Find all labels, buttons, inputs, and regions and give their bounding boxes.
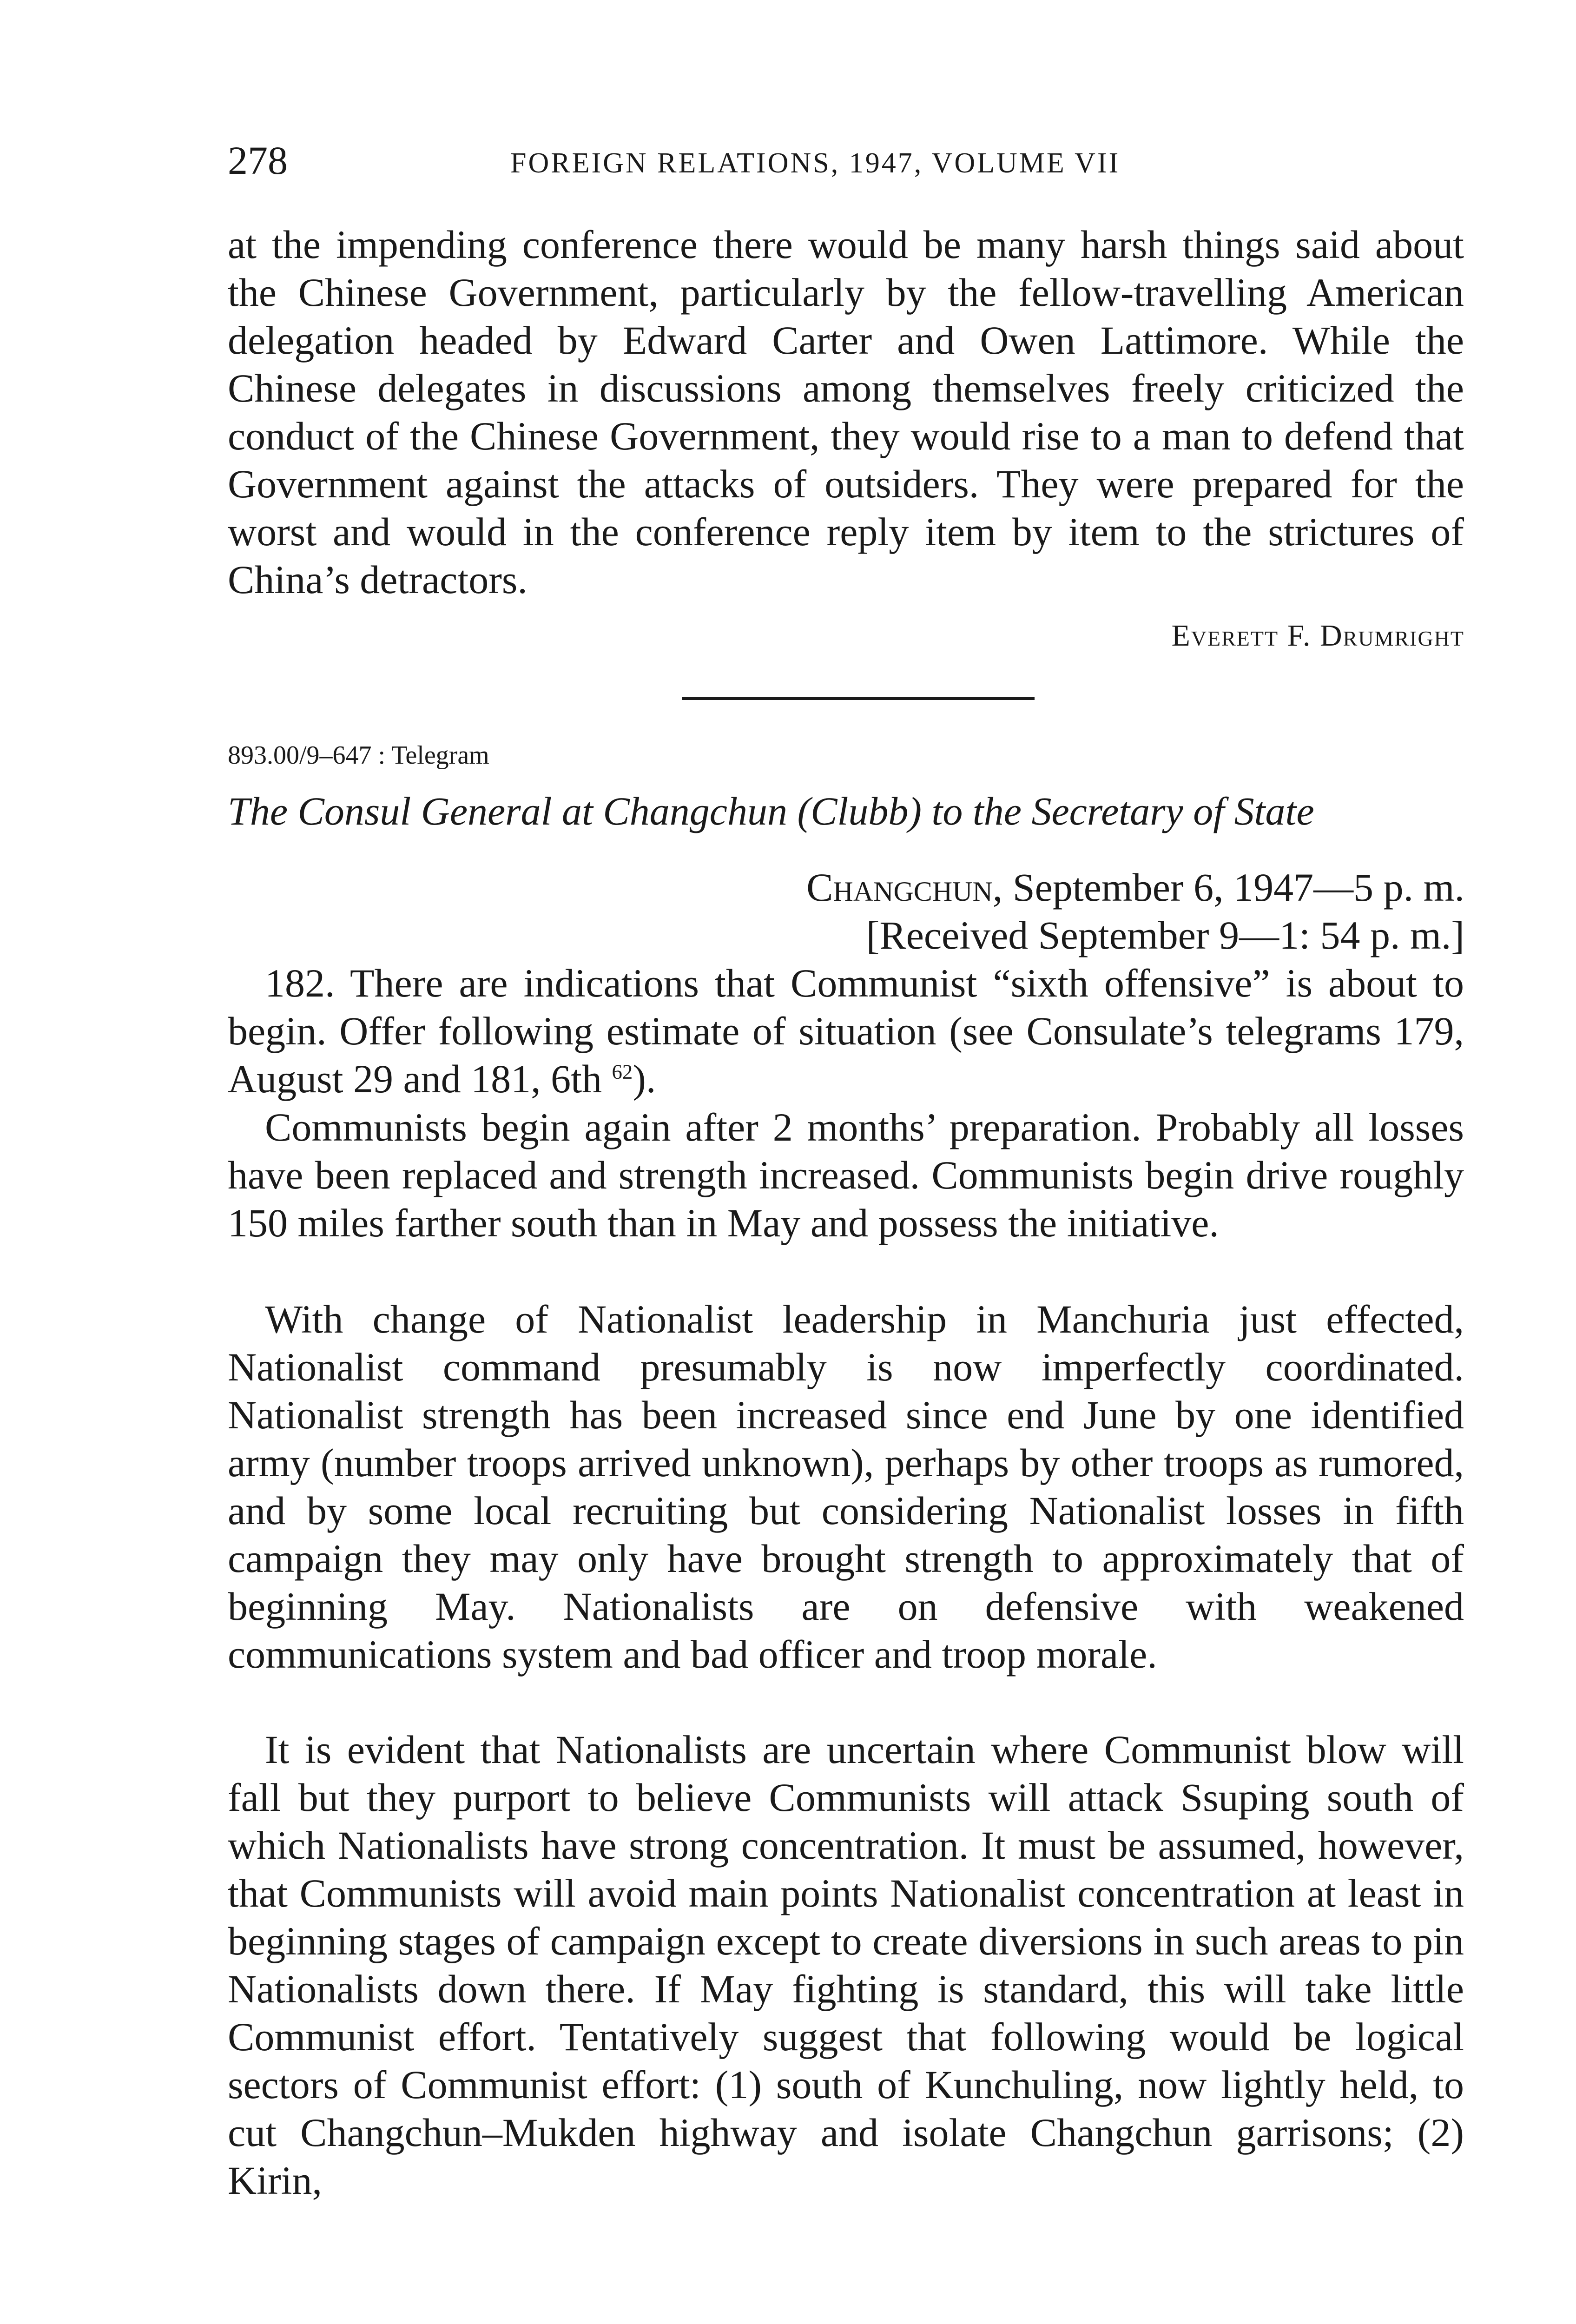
file-number: 893.00/9–647 : Telegram (228, 741, 489, 770)
paragraph-182 (228, 959, 1464, 1103)
running-head: FOREIGN RELATIONS, 1947, VOLUME VII (510, 147, 1121, 179)
dateline (806, 864, 1464, 911)
footnote-reference: 62 (612, 1060, 633, 1083)
paragraph-text-end: ). (633, 1056, 656, 1101)
paragraph-nationalist-leadership: With change of Nationalist leadership in Manchuria just effected, Nationalist command presumably is now imperfectly coordinated. Nationalist strength has been increased since end June by one identified army (number troops arrived unknown), perhaps by other troops as rumored, and by some local recruiting but considering Nationalist losses in fifth campaign they may only have brought strength to approximately that of beginning May. Nationalists are on defensive with weakened communications system and bad officer and troop morale. (228, 1297, 1464, 1677)
paragraph-communists-begin: Communists begin again after 2 months’ preparation. Probably all losses have been replaced and strength increased. Communists begin drive roughly 150 miles farther south than in May and possess the initiative. (228, 1105, 1464, 1245)
document-title: The Consul General at Changchun (Clubb) to the Secretary of State (228, 789, 1314, 833)
received-line: [Received September 9—1: 54 p. m.] (866, 913, 1464, 957)
paragraph-text: 182. There are indications that Communist “sixth offensive” is about to begin. Offer following estimate of situation (see Consulate’s telegrams 179, August 29 and 181, 6th (228, 961, 1464, 1101)
continued-paragraph: at the impending conference there would be many harsh things said about the Chinese Government, particularly by the fellow-travelling American delegation headed by Edward Carter and Owen Lattimore. While the Chinese delegates in discussions among themselves freely criticized the conduct of the Chinese Government, they would rise to a man to defend that Government against the attacks of outsiders. They were prepared for the worst and would in the conference reply item by item to the strictures of China’s detractors. (228, 222, 1464, 602)
paragraph-communist-blow: It is evident that Nationalists are uncertain where Communist blow will fall but they purport to believe Communists will attack Ssuping south of which Nationalists have strong concentration. It must be assumed, however, that Communists will avoid main points Nationalist concentration at least in beginning stages of campaign except to create diversions in such areas to pin Nationalists down there. If May fighting is standard, this will take little Communist effort. Tentatively suggest that following would be logical sectors of Communist effort: (1) south of Kunchuling, now lightly held, to cut Changchun–Mukden highway and isolate Changchun garrisons; (2) Kirin, (228, 1727, 1464, 2203)
page-number: 278 (228, 138, 288, 183)
dateline-date: September 6, 1947—5 p. m. (1002, 865, 1464, 910)
page-header (228, 135, 1464, 186)
signature: Everett F. Drumright (1171, 619, 1464, 653)
section-divider (682, 697, 1035, 700)
dateline-place: Changchun, (806, 865, 1003, 910)
